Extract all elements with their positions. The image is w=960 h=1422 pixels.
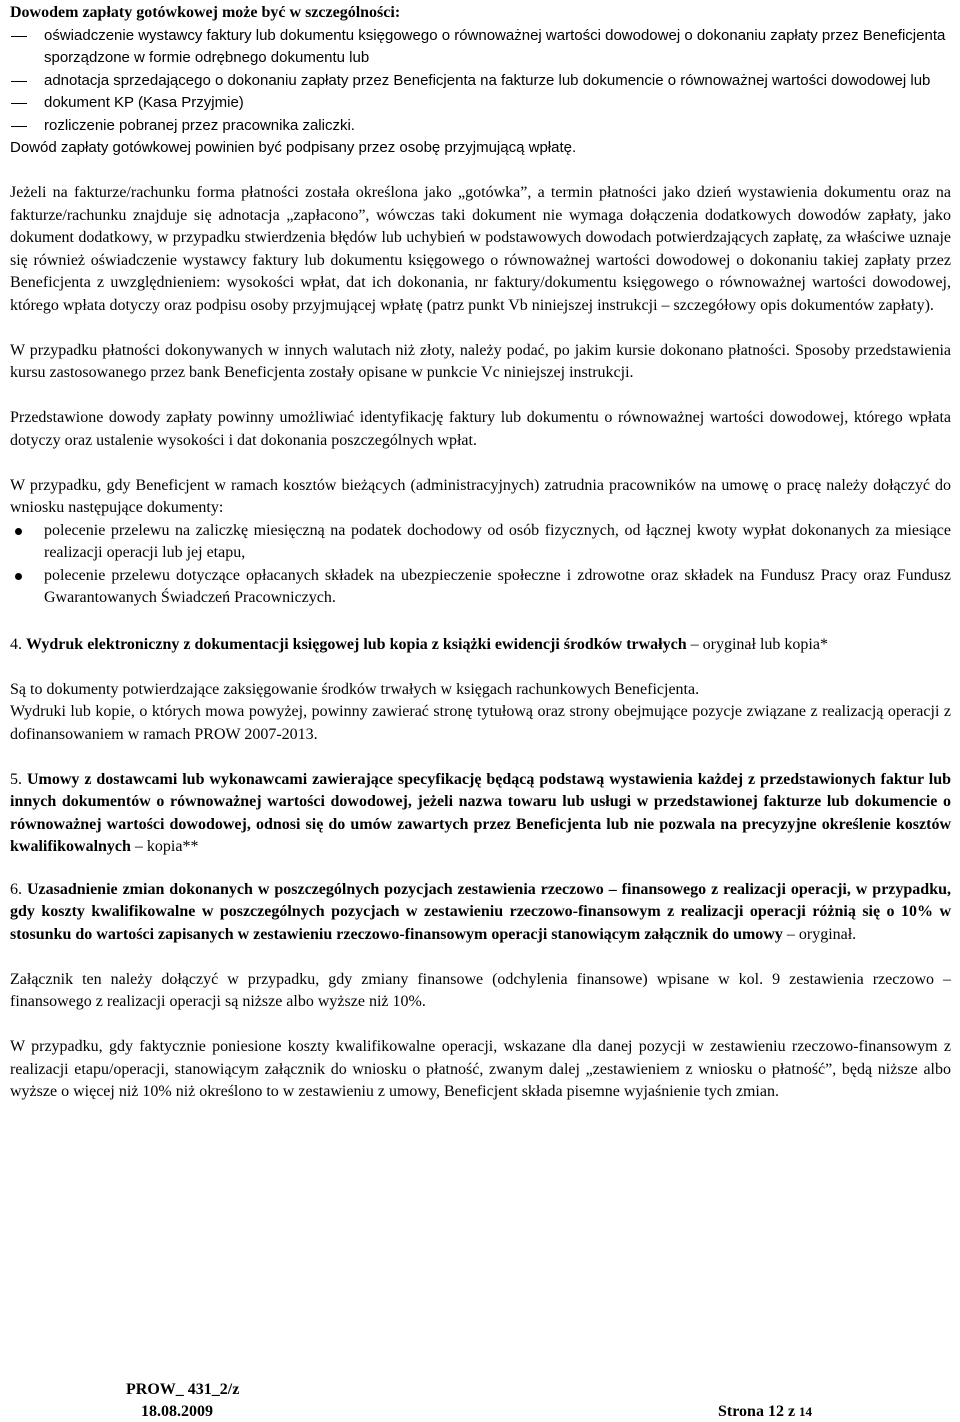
form-code: PROW_ 431_2/z xyxy=(126,1381,240,1398)
signature-note: Dowód zapłaty gotówkowej powinien być podpisany przez osobę przyjmującą wpłatę. xyxy=(10,139,577,156)
section-6-heading: 6. Uzasadnienie zmian dokonanych w poszczególnych pozycjach zestawienia rzeczowo – finansowego z realizacji operacji, w przypadku, gdy koszty kwalifikowalne w poszczególnych pozycjach w zestawieniu rzeczowo-finansowym z realizacji operacji różnią się o 10% w stosunku do wartości zapisanych w zestawieniu rzeczowo-finansowym operacji stanowiącym załącznik do umowy – oryginał. xyxy=(10,880,951,943)
bullet-item: polecenie przelewu dotyczące opłacanych składek na ubezpieczenie społeczne i zdrowotne oraz składek na Fundusz Pracy oraz Fundusz Gwarantowanych Świadczeń Pracowniczych. xyxy=(10,565,951,610)
cash-proof-item: oświadczenie wystawcy faktury lub dokumentu księgowego o równoważnej wartości dowodowej o dokonaniu zapłaty przez Beneficjenta sporządzone w formie odrębnego dokumentu lub xyxy=(44,26,946,66)
section-6-paragraph: W przypadku, gdy faktycznie poniesione koszty kwalifikowalne operacji, wskazane dla danej pozycji w zestawieniu rzeczowo-finansowym z realizacji etapu/operacji, stanowiącym załącznik do wniosku o płatność, zwanym dalej „zestawieniem z wniosku o płatność”, będą niższe albo wyższe o więcej niż 10% niż określono to w zestawieniu z umowy, Beneficjent składa pisemne wyjaśnienie tych zmian. xyxy=(10,1038,951,1100)
section-4-paragraph: Wydruki lub kopie, o których mowa powyżej, powinny zawierać stronę tytułową oraz strony obejmujące pozycje związane z realizacją operacji z dofinansowaniem w ramach PROW 2007-2013. xyxy=(10,703,951,743)
section-4-paragraph: Są to dokumenty potwierdzające zaksięgowanie środków trwałych w księgach rachunkowych Beneficjenta. xyxy=(10,680,700,698)
cash-proof-item: rozliczenie pobranej przez pracownika zaliczki. xyxy=(44,116,355,134)
footer-date: 18.08.2009 xyxy=(141,1403,213,1420)
bullet-item: polecenie przelewu na zaliczkę miesięczną na podatek dochodowy od osób fizycznych, od łącznej kwoty wypłat dokonanych za miesiące realizacji operacji lub jej etapu, xyxy=(10,520,951,565)
paragraph-employees: W przypadku, gdy Beneficjent w ramach kosztów bieżących (administracyjnych) zatrudnia pracowników na umowę o pracę należy dołączyć do wniosku następujące dokumenty: xyxy=(10,476,951,516)
paragraph-cash-invoice: Jeżeli na fakturze/rachunku forma płatności została określona jako „gotówka”, a termin płatności jako dzień wystawienia dokumentu oraz na fakturze/rachunku znajduje się adnotacja „zapłacono”, wówczas taki dokument nie wymaga dołączenia dodatkowych dowodów zapłaty, jako dokument dodatkowy, w przypadku stwierdzenia błędów lub uchybień w podstawowych dowodach potwierdzających zapłatę, za właściwe uznaje się również oświadczenie wystawcy faktury lub dokumentu księgowego o równoważnej wartości dowodowej o dokonaniu takiej zapłaty przez Beneficjenta z uwzględnieniem: wysokości wpłat, dat ich dokonania, nr faktury/dokumentu księgowego o równoważnej wartości dowodowej, którego wpłata dotyczy oraz podpisu osoby przyjmującej wpłatę (patrz punkt Vb niniejszej instrukcji – szczegółowy opis dokumentów zapłaty). xyxy=(10,184,951,314)
section-5-heading: 5. Umowy z dostawcami lub wykonawcami zawierające specyfikację będącą podstawą wystawienia każdej z przedstawionych faktur lub innych dokumentów o równoważnej wartości dowodowej, jeżeli nazwa towaru lub usługi w przedstawionej fakturze lub dokumencie o równoważnej wartości dowodowej, odnosi się do umów zawartych przez Beneficjenta lub nie pozwala na precyzyjne określenie kosztów kwalifikowalnych – kopia** xyxy=(10,770,952,855)
cash-proof-heading: Dowodem zapłaty gotówkowej może być w szczególności: xyxy=(10,4,401,21)
section-6-paragraph: Załącznik ten należy dołączyć w przypadku, gdy zmiany finansowe (odchylenia finansowe) wpisane w kol. 9 zestawienia rzeczowo – finansowego z realizacji operacji są niższe albo wyższe niż 10%. xyxy=(10,970,951,1010)
page-number: Strona 12 z 14 xyxy=(718,1403,813,1420)
paragraph-payment-proofs: Przedstawione dowody zapłaty powinny umożliwiać identyfikację faktury lub dokumentu o równoważnej wartości dowodowej, którego wpłata dotyczy oraz ustalenie wysokości i dat dokonania poszczególnych wpłat. xyxy=(10,409,951,449)
paragraph-foreign-currency: W przypadku płatności dokonywanych w innych walutach niż złoty, należy podać, po jakim kursie dokonano płatności. Sposoby przedstawienia kursu zastosowanego przez bank Beneficjenta zostały opisane w punkcie Vc niniejszej instrukcji. xyxy=(10,341,951,381)
cash-proof-item: dokument KP (Kasa Przyjmie) xyxy=(44,94,244,111)
section-4-heading: 4. Wydruk elektroniczny z dokumentacji księgowej lub kopia z książki ewidencji środków trwałych – oryginał lub kopia* xyxy=(10,635,828,653)
bullet-icon xyxy=(15,573,22,580)
cash-proof-item: adnotacja sprzedającego o dokonaniu zapłaty przez Beneficjenta na fakturze lub dokumencie o równoważnej wartości dowodowej lub xyxy=(44,71,931,89)
bullet-icon xyxy=(15,528,22,535)
